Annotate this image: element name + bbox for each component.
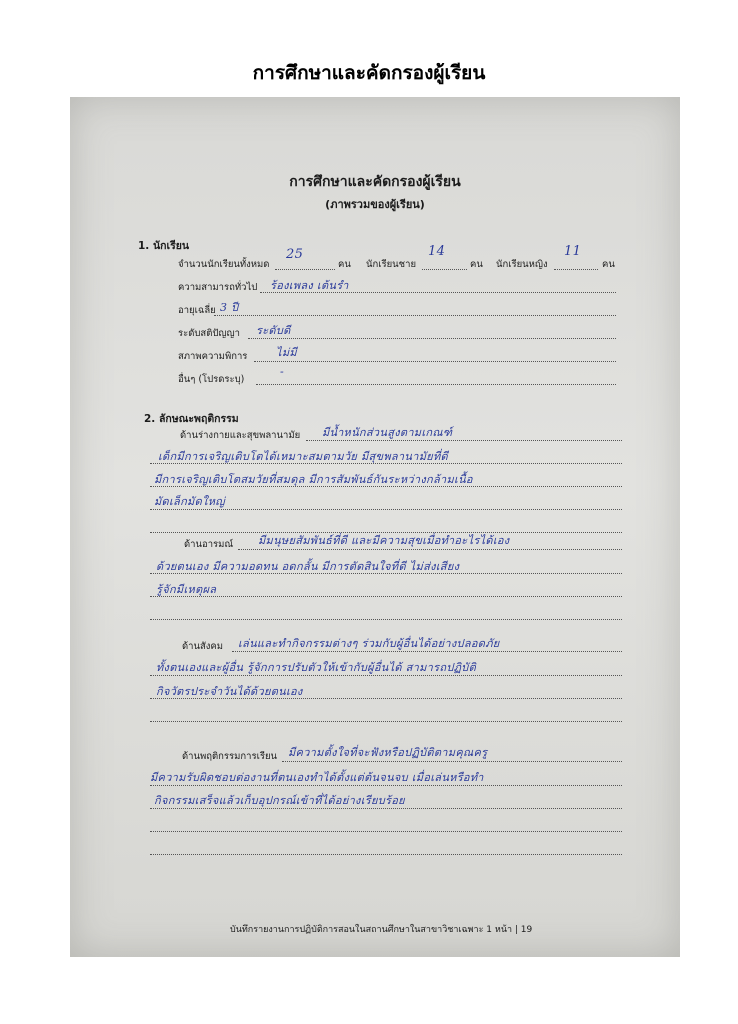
emotional-label: ด้านอารมณ์ [184,539,234,550]
physical-line-2: เด็กมีการเจริญเติบโตได้เหมาะสมตามวัย มีสุขพลานามัยที่ดี [158,450,448,463]
learning-dots-1 [282,761,622,762]
emotional-dots-1 [238,549,622,550]
male-value: 14 [428,244,446,259]
total-label: จำนวนนักเรียนทั้งหมด [178,259,270,270]
male-dots [422,269,467,270]
social-dots-4 [150,721,622,722]
social-line-3: กิจวัตรประจำวันได้ด้วยตนเอง [156,685,303,698]
social-line-1: เล่นและทำกิจกรรมต่างๆ ร่วมกับผู้อื่นได้อย่างปลอดภัย [238,637,500,650]
female-unit: คน [602,259,615,270]
document-photo [70,97,680,957]
learning-line-2: มีความรับผิดชอบต่องานที่ตนเองทำได้ตั้งแต่ต้นจนจบ เมื่อเล่นหรือทำ [150,771,484,784]
age-label: อายุเฉลี่ย [178,305,216,316]
emotional-line-1: มีมนุษยสัมพันธ์ที่ดี และมีความสุขเมื่อทำอะไรได้เอง [258,534,510,547]
age-dots [214,315,616,316]
total-unit: คน [338,259,351,270]
page-footer: บันทึกรายงานการปฏิบัติการสอนในสถานศึกษาในสาขาวิชาเฉพาะ 1 หน้า | 19 [230,925,533,935]
disability-dots [254,361,616,362]
physical-line-3: มีการเจริญเติบโตสมวัยที่สมดุล มีการสัมพันธ์กันระหว่างกล้ามเนื้อ [154,473,473,486]
iq-label: ระดับสติปัญญา [178,328,240,339]
disability-value: ไม่มี [276,346,297,359]
iq-value: ระดับดี [256,324,291,337]
male-label: นักเรียนชาย [366,259,417,270]
social-label: ด้านสังคม [182,641,224,652]
female-label: นักเรียนหญิง [496,259,548,270]
learning-dots-5 [150,854,622,855]
emotional-line-3: รู้จักมีเหตุผล [156,583,217,596]
total-value: 25 [286,247,304,262]
physical-line-1: มีน้ำหนักส่วนสูงตามเกณฑ์ [322,426,453,439]
social-line-2: ทั้งตนเองและผู้อื่น รู้จักการปรับตัวให้เข้ากับผู้อื่นได้ สามารถปฏิบัติ [156,661,477,674]
iq-dots [248,338,616,339]
emotional-dots-3 [150,596,622,597]
total-dots [275,269,335,270]
section1-heading: 1. นักเรียน [138,240,190,252]
age-value: 3 ปี [220,301,239,314]
learning-line-1: มีความตั้งใจที่จะฟังหรือปฏิบัติตามคุณครู [288,746,488,759]
emotional-line-2: ด้วยตนเอง มีความอดทน อดกลั้น มีการตัดสินใจที่ดี ไม่ส่งเสียง [156,560,460,573]
disability-label: สภาพความพิการ [178,351,248,362]
physical-label: ด้านร่างกายและสุขพลานามัย [180,430,301,441]
male-unit: คน [470,259,483,270]
section2-heading: 2. ลักษณะพฤติกรรม [144,413,239,425]
female-dots [554,269,598,270]
female-value: 11 [564,244,582,259]
outer-title: การศึกษาและคัดกรองผู้เรียน [252,62,486,84]
learning-label: ด้านพฤติกรรมการเรียน [182,751,277,762]
page-title: การศึกษาและคัดกรองผู้เรียน [289,174,461,190]
other-value: - [280,365,285,378]
emotional-dots-4 [150,619,622,620]
learning-line-3: กิจกรรมเสร็จแล้วเก็บอุปกรณ์เข้าที่ได้อย่างเรียบร้อย [154,794,405,807]
other-dots [256,384,616,385]
ability-label: ความสามารถทั่วไป [178,282,258,293]
ability-value: ร้องเพลง เต้นรำ [270,279,349,292]
physical-line-4: มัดเล็กมัดใหญ่ [154,495,225,508]
learning-dots-4 [150,831,622,832]
page-subtitle: (ภาพรวมของผู้เรียน) [325,198,425,211]
other-label: อื่นๆ (โปรดระบุ) [178,374,245,385]
